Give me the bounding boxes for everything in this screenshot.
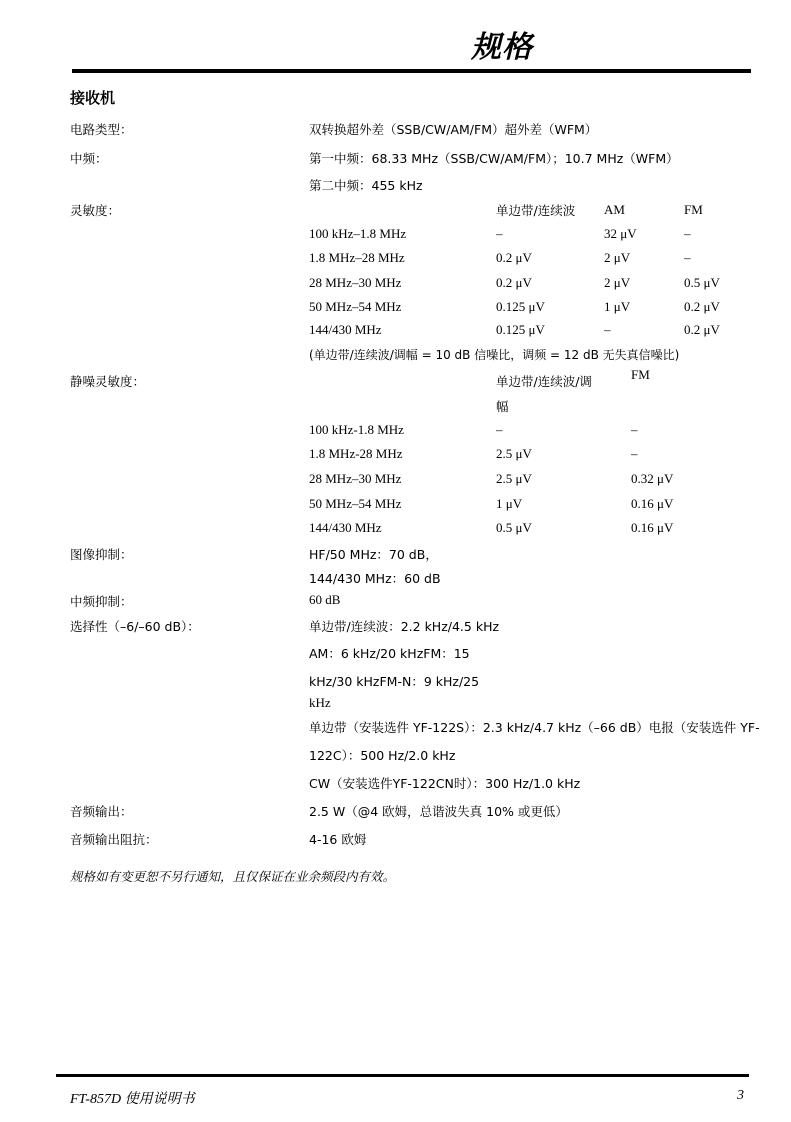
squelch-header-ssb: 单边带/连续波/调 <box>496 374 592 389</box>
circuit-type-value: 双转换超外差（SSB/CW/AM/FM）超外差（WFM） <box>309 122 598 137</box>
squelch-label: 静噪灵敏度： <box>70 374 146 389</box>
selectivity-am-fm: AM：6 kHz/20 kHzFM：15 <box>309 646 470 661</box>
squelch-fm-value: 0.32 μV <box>631 471 674 486</box>
squelch-fm-value: 0.16 μV <box>631 520 674 535</box>
squelch-fm-value: 0.16 μV <box>631 496 674 511</box>
selectivity-ssb-option: 单边带（安装选件 YF-122S）：2.3 kHz/4.7 kHz（–66 dB）电报（安装选件 YF- <box>309 720 760 735</box>
squelch-header-ssb-wrap: 幅 <box>496 399 509 414</box>
sensitivity-band: 1.8 MHz–28 MHz <box>309 250 405 265</box>
sensitivity-band: 144/430 MHz <box>309 322 382 337</box>
if-label: 中频： <box>70 151 108 166</box>
squelch-band: 100 kHz-1.8 MHz <box>309 422 404 437</box>
if-second-value: 第二中频：455 kHz <box>309 178 423 193</box>
squelch-ssb-value: – <box>496 422 503 437</box>
sensitivity-ssb-value: 0.125 μV <box>496 299 545 314</box>
squelch-header-fm: FM <box>631 367 650 382</box>
circuit-type-label: 电路类型： <box>70 122 133 137</box>
header-rule <box>72 69 751 73</box>
sensitivity-footnote: (单边带/连续波/调幅 = 10 dB 信噪比，调频 = 12 dB 无失真信噪比) <box>309 348 680 362</box>
squelch-band: 1.8 MHz-28 MHz <box>309 446 403 461</box>
sensitivity-ssb-value: – <box>496 226 503 241</box>
selectivity-fm-wrap: kHz/30 kHzFM-N：9 kHz/25 <box>309 674 480 689</box>
sensitivity-am-value: 2 μV <box>604 250 631 265</box>
sensitivity-header-am: AM <box>604 202 625 217</box>
sensitivity-band: 28 MHz–30 MHz <box>309 275 402 290</box>
page-number: 3 <box>737 1088 744 1103</box>
sensitivity-band: 50 MHz–54 MHz <box>309 299 402 314</box>
sensitivity-ssb-value: 0.2 μV <box>496 250 532 265</box>
squelch-band: 28 MHz–30 MHz <box>309 471 402 486</box>
image-rejection-vhf: 144/430 MHz：60 dB <box>309 571 441 586</box>
squelch-ssb-value: 2.5 μV <box>496 446 532 461</box>
sensitivity-fm-value: – <box>684 250 691 265</box>
image-rejection-label: 图像抑制： <box>70 547 133 562</box>
selectivity-cw-option: 122C）：500 Hz/2.0 kHz <box>309 748 456 763</box>
if-rejection-label: 中频抑制： <box>70 594 133 609</box>
if-first-value: 第一中频：68.33 MHz（SSB/CW/AM/FM）；10.7 MHz（WFM） <box>309 151 679 166</box>
squelch-ssb-value: 0.5 μV <box>496 520 532 535</box>
squelch-band: 144/430 MHz <box>309 520 382 535</box>
sensitivity-fm-value: 0.5 μV <box>684 275 720 290</box>
spec-disclaimer: 规格如有变更恕不另行通知，且仅保证在业余频段内有效。 <box>70 869 396 884</box>
squelch-fm-value: – <box>631 422 638 437</box>
squelch-band: 50 MHz–54 MHz <box>309 496 402 511</box>
sensitivity-fm-value: 0.2 μV <box>684 299 720 314</box>
if-rejection-value: 60 dB <box>309 592 341 607</box>
sensitivity-band: 100 kHz–1.8 MHz <box>309 226 407 241</box>
selectivity-label: 选择性（–6/–60 dB）： <box>70 619 200 634</box>
audio-output-label: 音频输出： <box>70 804 133 819</box>
sensitivity-header-fm: FM <box>684 202 703 217</box>
footer-manual-name: FT-857D 使用说明书 <box>70 1092 195 1107</box>
image-rejection-hf: HF/50 MHz：70 dB， <box>309 547 438 562</box>
selectivity-ssb: 单边带/连续波：2.2 kHz/4.5 kHz <box>309 619 500 634</box>
sensitivity-header-ssb: 单边带/连续波 <box>496 203 576 218</box>
audio-impedance-value: 4-16 欧姆 <box>309 832 367 847</box>
sensitivity-fm-value: 0.2 μV <box>684 322 720 337</box>
sensitivity-fm-value: – <box>684 226 691 241</box>
sensitivity-ssb-value: 0.125 μV <box>496 322 545 337</box>
sensitivity-am-value: 1 μV <box>604 299 631 314</box>
selectivity-fm-unit: kHz <box>309 695 331 710</box>
squelch-ssb-value: 2.5 μV <box>496 471 532 486</box>
sensitivity-label: 灵敏度： <box>70 203 121 218</box>
squelch-fm-value: – <box>631 446 638 461</box>
sensitivity-am-value: – <box>604 322 611 337</box>
section-heading: 接收机 <box>70 89 116 107</box>
audio-output-value: 2.5 W（@4 欧姆，总谐波失真 10% 或更低） <box>309 804 568 819</box>
page-title: 规格 <box>471 30 533 65</box>
squelch-ssb-value: 1 μV <box>496 496 523 511</box>
sensitivity-am-value: 2 μV <box>604 275 631 290</box>
footer-rule <box>56 1074 749 1077</box>
audio-impedance-label: 音频输出阻抗： <box>70 832 158 847</box>
sensitivity-am-value: 32 μV <box>604 226 637 241</box>
sensitivity-ssb-value: 0.2 μV <box>496 275 532 290</box>
selectivity-cw-narrow: CW（安装选件YF-122CN时）：300 Hz/1.0 kHz <box>309 776 581 791</box>
